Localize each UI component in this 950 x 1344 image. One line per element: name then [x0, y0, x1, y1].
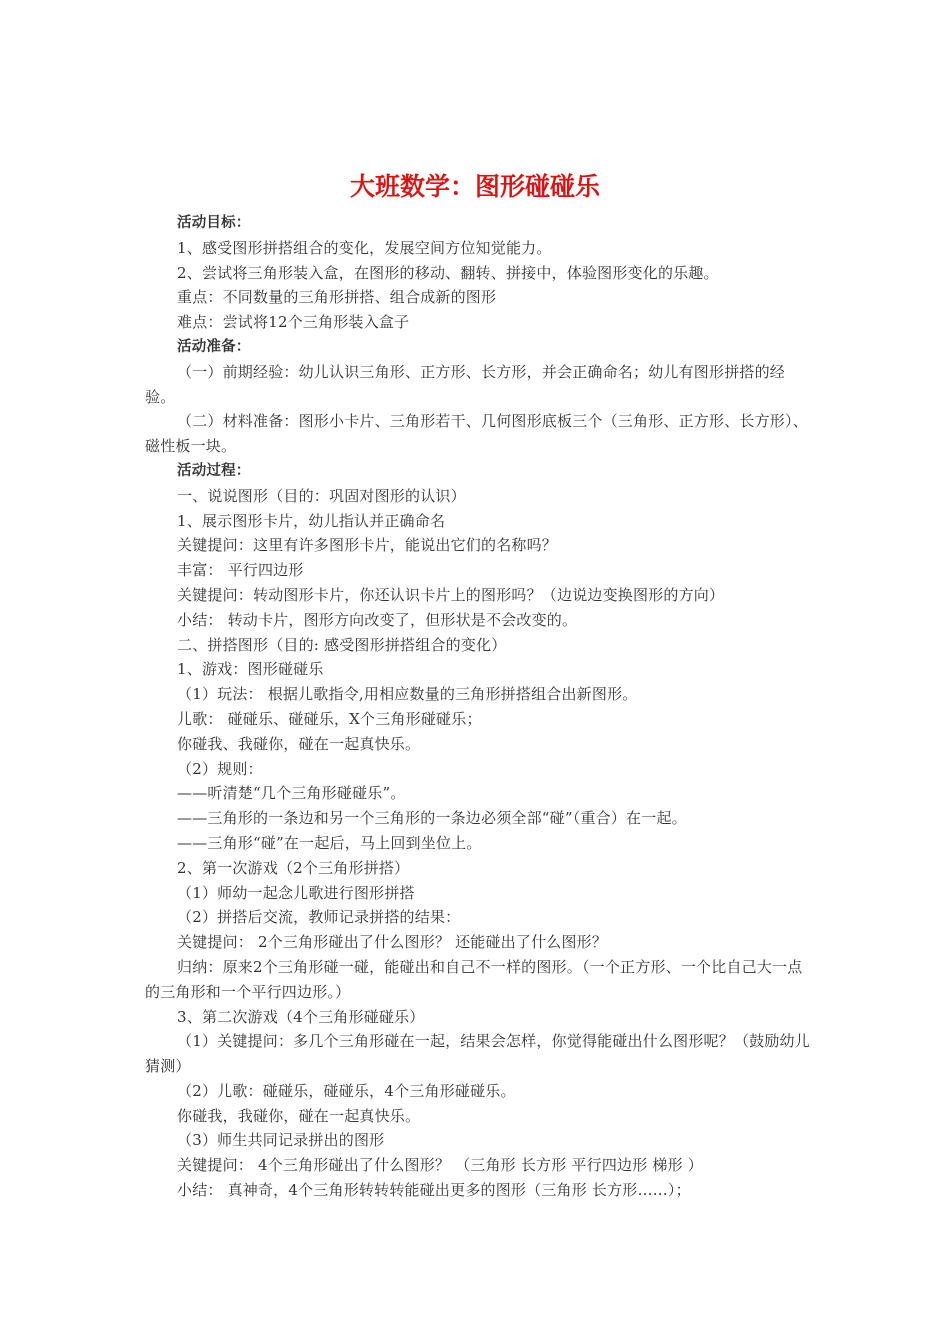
paragraph: 关键提问： 2个三角形碰出了什么图形？ 还能碰出了什么图形？ — [177, 933, 608, 952]
paragraph: 2、第一次游戏（2个三角形拼搭） — [177, 858, 410, 877]
paragraph: 归纳：原来2个三角形碰一碰，能碰出和自己不一样的图形。（一个正方形、一个比自己大一点的三角形和一个平行四边形。） — [145, 957, 803, 1001]
paragraph: 关键提问：转动图形卡片，你还认识卡片上的图形吗？（边说边变换图形的方向） — [177, 585, 725, 604]
paragraph: 1、展示图形卡片，幼儿指认并正确命名 — [177, 511, 446, 530]
paragraph: 儿歌： 碰碰乐、碰碰乐，X个三角形碰碰乐； — [177, 709, 482, 728]
section-heading: 活动准备： — [177, 338, 251, 355]
paragraph: 小结： 真神奇，4个三角形转转转能碰出更多的图形（三角形 长方形……）； — [177, 1181, 691, 1200]
section-heading: 活动目标： — [177, 215, 251, 231]
paragraph: 二、拼搭图形（目的: 感受图形拼搭组合的变化） — [177, 635, 507, 654]
paragraph: （1）关键提问：多几个三角形碰在一起，结果会怎样，你觉得能碰出什么图形呢？（鼓励幼儿猜测） — [145, 1032, 810, 1076]
paragraph: （2）拼搭后交流，教师记录拼搭的结果： — [177, 908, 461, 927]
document-title: 大班数学：图形碰碰乐 — [349, 172, 600, 201]
paragraph: （3）师生共同记录拼出的图形 — [177, 1131, 385, 1150]
paragraph: （2）儿歌：碰碰乐，碰碰乐，4个三角形碰碰乐。 — [177, 1081, 516, 1100]
paragraph: 重点：不同数量的三角形拼搭、组合成新的图形 — [177, 288, 497, 307]
paragraph: 难点：尝试将12个三角形装入盒子 — [177, 313, 410, 332]
paragraph: 3、第二次游戏（4个三角形碰碰乐） — [177, 1007, 425, 1026]
document-body — [145, 211, 813, 1203]
paragraph: 你碰我、我碰你，碰在一起真快乐。 — [177, 734, 421, 753]
paragraph: 关键提问： 4个三角形碰出了什么图形？ （三角形 长方形 平行四边形 梯形 ） — [177, 1156, 703, 1175]
paragraph: （1）师幼一起念儿歌进行图形拼搭 — [177, 883, 415, 902]
paragraph: 小结： 转动卡片，图形方向改变了，但形状是不会改变的。 — [177, 610, 578, 629]
section-heading: 活动过程： — [177, 462, 251, 479]
paragraph: （二）材料准备：图形小卡片、三角形若干、几何图形底板三个（三角形、正方形、长方形）、磁性板一块。 — [145, 412, 808, 456]
paragraph: （2）规则： — [177, 759, 263, 778]
paragraph: ——听清楚“几个三角形碰碰乐”。 — [177, 784, 406, 803]
paragraph: 2、尝试将三角形装入盒，在图形的移动、翻转、拼接中，体验图形变化的乐趣。 — [177, 263, 719, 282]
paragraph: 一、说说图形（目的：巩固对图形的认识） — [177, 486, 466, 505]
paragraph: （一）前期经验：幼儿认识三角形、正方形、长方形，并会正确命名；幼儿有图形拼搭的经验。 — [145, 362, 786, 406]
paragraph: ——三角形“碰”在一起后，马上回到坐位上。 — [177, 833, 482, 852]
paragraph: 关键提问：这里有许多图形卡片，能说出它们的名称吗？ — [177, 536, 558, 555]
paragraph: 丰富： 平行四边形 — [177, 561, 304, 580]
paragraph: 你碰我，我碰你，碰在一起真快乐。 — [177, 1106, 421, 1125]
paragraph: 1、感受图形拼搭组合的变化，发展空间方位知觉能力。 — [177, 238, 552, 257]
paragraph: ——三角形的一条边和另一个三角形的一条边必须全部“碰”（重合）在一起。 — [177, 809, 687, 828]
paragraph: 1、游戏：图形碰碰乐 — [177, 660, 324, 679]
paragraph: （1）玩法： 根据儿歌指令,用相应数量的三角形拼搭组合出新图形。 — [177, 685, 638, 704]
